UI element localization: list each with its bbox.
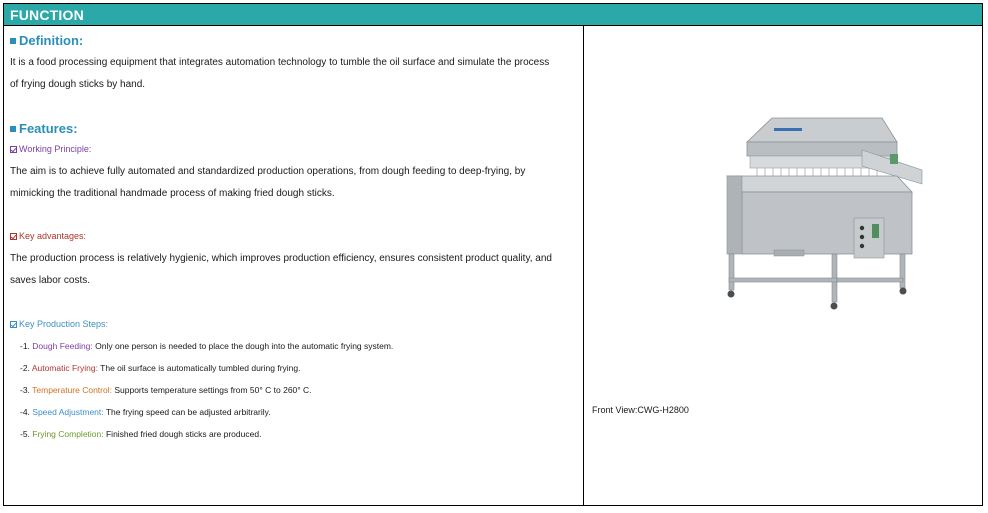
step-description: The oil surface is automatically tumbled during frying. <box>97 363 301 373</box>
production-steps-label: Key Production Steps: <box>10 319 108 329</box>
step-number: -3. <box>20 385 33 395</box>
definition-text: It is a food processing equipment that integrates automation technology to tumble the oil surface and simulate the process of frying dough sticks by hand. <box>10 57 550 90</box>
bullet-square-icon <box>10 126 16 132</box>
function-panel <box>3 3 983 506</box>
step-description: Only one person is needed to place the dough into the automatic frying system. <box>92 341 394 351</box>
definition-heading: Definition: <box>10 33 83 48</box>
description-column <box>4 26 583 506</box>
checkbox-icon <box>10 233 17 240</box>
bullet-square-icon <box>10 38 16 44</box>
key-advantages-label: Key advantages: <box>10 231 86 241</box>
step-name: Frying Completion: <box>32 429 104 439</box>
checkbox-icon <box>10 321 17 328</box>
step-name: Dough Feeding: <box>32 341 93 351</box>
features-heading: Features: <box>10 121 78 136</box>
step-name: Temperature Control: <box>32 385 112 395</box>
production-step <box>20 429 261 439</box>
step-description: Finished fried dough sticks are produced. <box>103 429 262 439</box>
step-description: The frying speed can be adjusted arbitrarily. <box>103 407 271 417</box>
section-header <box>4 4 982 26</box>
production-step <box>20 341 393 351</box>
production-step <box>20 363 300 373</box>
step-number: -1. <box>20 341 33 351</box>
step-number: -2. <box>20 363 32 373</box>
product-caption: Front View:CWG-H2800 <box>592 405 689 415</box>
product-image-column <box>584 26 982 506</box>
section-title: FUNCTION <box>10 7 84 23</box>
production-step <box>20 407 271 417</box>
step-number: -5. <box>20 429 33 439</box>
working-principle-label: Working Principle: <box>10 144 91 154</box>
fryer-machine-image <box>712 110 932 310</box>
step-number: -4. <box>20 407 33 417</box>
production-step <box>20 385 312 395</box>
step-name: Speed Adjustment: <box>32 407 104 417</box>
step-description: Supports temperature settings from 50° C to 260° C. <box>111 385 312 395</box>
step-name: Automatic Frying: <box>31 363 98 373</box>
working-principle-text: The aim is to achieve fully automated and standardized production operations, from dough feeding to deep-frying, by mimicking the traditional handmade process of making fried dough sticks. <box>10 166 526 199</box>
key-advantages-text: The production process is relatively hygienic, which improves production efficiency, ensures consistent product quality, and saves labor costs. <box>10 253 552 286</box>
checkbox-icon <box>10 146 17 153</box>
